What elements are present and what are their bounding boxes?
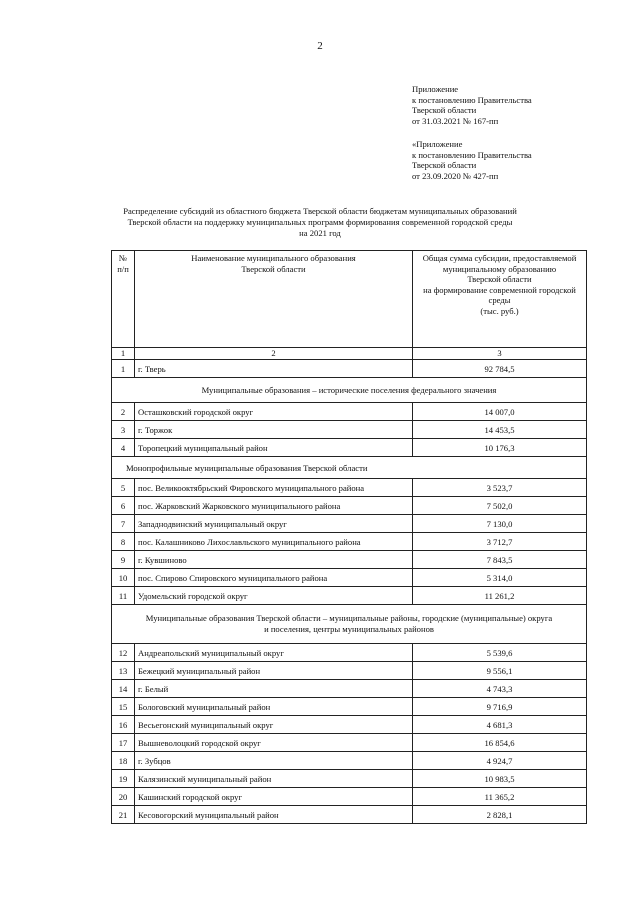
table-header-row	[112, 251, 587, 348]
row-name: г. Зубцов	[135, 752, 413, 770]
table-row	[112, 770, 587, 788]
page-number: 2	[317, 40, 323, 52]
header-sum-line: Тверской области	[467, 274, 532, 284]
row-sum: 14 453,5	[413, 421, 587, 439]
row-name: пос. Калашниково Лихославльского муниципального района	[135, 533, 413, 551]
section-row-monoprofile	[112, 457, 587, 479]
row-sum: 4 924,7	[413, 752, 587, 770]
title-line: Распределение субсидий из областного бюджета Тверской области бюджетам муниципальных образований	[123, 206, 517, 216]
row-number: 18	[112, 752, 135, 770]
row-name: Андреапольский муниципальный округ	[135, 644, 413, 662]
table-row	[112, 421, 587, 439]
row-sum: 14 007,0	[413, 403, 587, 421]
column-index-cell: 2	[135, 348, 413, 360]
table-row	[112, 403, 587, 421]
table-row	[112, 752, 587, 770]
row-sum: 9 716,9	[413, 698, 587, 716]
appendix-line: Приложение	[412, 84, 459, 94]
row-number: 17	[112, 734, 135, 752]
row-number: 12	[112, 644, 135, 662]
header-num-line: п/п	[117, 263, 129, 274]
header-sum-line: муниципальному образованию	[442, 263, 557, 274]
table-row	[112, 479, 587, 497]
section-title-line: и поселения, центры муниципальных районов	[264, 624, 434, 634]
row-number: 9	[112, 551, 135, 569]
appendix-block-current	[412, 84, 532, 126]
header-name-line: Наименование муниципального образования	[191, 253, 356, 263]
row-name: г. Белый	[135, 680, 413, 698]
appendix-line: от 31.03.2021 № 167-пп	[412, 115, 499, 126]
row-sum: 16 854,6	[413, 734, 587, 752]
row-number: 13	[112, 662, 135, 680]
row-number: 10	[112, 569, 135, 587]
header-name-line: Тверской области	[241, 263, 306, 274]
appendix-line: к постановлению Правительства	[412, 94, 532, 105]
header-sum-cell	[413, 251, 587, 348]
table-row	[112, 587, 587, 605]
row-number: 7	[112, 515, 135, 533]
row-sum: 7 502,0	[413, 497, 587, 515]
subsidy-table	[111, 250, 587, 824]
header-sum-line: среды	[488, 295, 511, 305]
title-line: Тверской области на поддержку муниципальных программ формирования современной городской среды	[127, 217, 513, 227]
section-title: Муниципальные образования – исторические поселения федерального значения	[112, 378, 587, 403]
row-name: Бежецкий муниципальный район	[135, 662, 413, 680]
row-number: 19	[112, 770, 135, 788]
row-number: 11	[112, 587, 135, 605]
row-name: Западнодвинский муниципальный округ	[135, 515, 413, 533]
column-index-cell: 1	[112, 348, 135, 360]
appendix-line: Тверской области	[412, 160, 477, 170]
row-name: пос. Великооктябрьский Фировского муниципального района	[135, 479, 413, 497]
appendix-line: от 23.09.2020 № 427-пп	[412, 170, 499, 181]
table-row	[112, 662, 587, 680]
row-sum: 10 983,5	[413, 770, 587, 788]
row-sum: 5 314,0	[413, 569, 587, 587]
table-row	[112, 569, 587, 587]
header-sum-line: на формирование современной городской	[423, 284, 576, 295]
row-number: 21	[112, 806, 135, 824]
table-row	[112, 439, 587, 457]
header-name-cell	[135, 251, 413, 348]
table-row	[112, 806, 587, 824]
table-row	[112, 551, 587, 569]
row-number: 1	[112, 360, 135, 378]
row-number: 8	[112, 533, 135, 551]
column-index-cell: 3	[413, 348, 587, 360]
row-name: Калязинский муниципальный район	[135, 770, 413, 788]
column-index-row	[112, 348, 587, 360]
row-name: Кесовогорский муниципальный район	[135, 806, 413, 824]
table-row	[112, 788, 587, 806]
table-row	[112, 515, 587, 533]
row-sum: 92 784,5	[413, 360, 587, 378]
appendix-line: Тверской области	[412, 105, 477, 115]
row-number: 3	[112, 421, 135, 439]
row-number: 5	[112, 479, 135, 497]
row-sum: 7 843,5	[413, 551, 587, 569]
header-num-cell	[112, 251, 135, 348]
row-name: г. Тверь	[135, 360, 413, 378]
section-title-line: Муниципальные образования Тверской области – муниципальные районы, городские (муниципальные) округа	[145, 613, 553, 623]
row-name: Удомельский городской округ	[135, 587, 413, 605]
table-row	[112, 497, 587, 515]
row-name: пос. Жарковский Жарковского муниципального района	[135, 497, 413, 515]
row-sum: 4 681,3	[413, 716, 587, 734]
header-num-line: №	[118, 253, 128, 263]
row-sum: 2 828,1	[413, 806, 587, 824]
row-sum: 11 261,2	[413, 587, 587, 605]
row-number: 14	[112, 680, 135, 698]
row-sum: 4 743,3	[413, 680, 587, 698]
row-number: 16	[112, 716, 135, 734]
table-row	[112, 533, 587, 551]
row-name: пос. Спирово Спировского муниципального района	[135, 569, 413, 587]
row-sum: 10 176,3	[413, 439, 587, 457]
row-sum: 7 130,0	[413, 515, 587, 533]
appendix-block-original	[412, 139, 532, 181]
row-number: 2	[112, 403, 135, 421]
table-row	[112, 698, 587, 716]
table-row	[112, 680, 587, 698]
section-title	[112, 605, 587, 644]
title-line: на 2021 год	[299, 228, 341, 238]
header-sum-line: (тыс. руб.)	[480, 305, 519, 316]
section-title: Монопрофильные муниципальные образования Тверской области	[112, 457, 587, 479]
document-title	[100, 206, 540, 239]
table-row	[112, 360, 587, 378]
row-sum: 11 365,2	[413, 788, 587, 806]
row-name: Торопецкий муниципальный район	[135, 439, 413, 457]
row-name: Вышневолоцкий городской округ	[135, 734, 413, 752]
row-number: 6	[112, 497, 135, 515]
table-row	[112, 644, 587, 662]
appendix-line: «Приложение	[412, 139, 463, 149]
row-sum: 3 712,7	[413, 533, 587, 551]
row-number: 20	[112, 788, 135, 806]
row-number: 4	[112, 439, 135, 457]
row-name: Кашинский городской округ	[135, 788, 413, 806]
table-row	[112, 716, 587, 734]
row-name: Бологовский муниципальный район	[135, 698, 413, 716]
row-name: г. Кувшиново	[135, 551, 413, 569]
row-name: г. Торжок	[135, 421, 413, 439]
table-row	[112, 734, 587, 752]
header-sum-line: Общая сумма субсидии, предоставляемой	[422, 253, 577, 263]
row-name: Осташковский городской округ	[135, 403, 413, 421]
row-sum: 3 523,7	[413, 479, 587, 497]
row-sum: 5 539,6	[413, 644, 587, 662]
row-sum: 9 556,1	[413, 662, 587, 680]
row-name: Весьегонский муниципальный округ	[135, 716, 413, 734]
row-number: 15	[112, 698, 135, 716]
section-row-historic	[112, 378, 587, 403]
appendix-line: к постановлению Правительства	[412, 149, 532, 160]
section-row-municipal	[112, 605, 587, 644]
